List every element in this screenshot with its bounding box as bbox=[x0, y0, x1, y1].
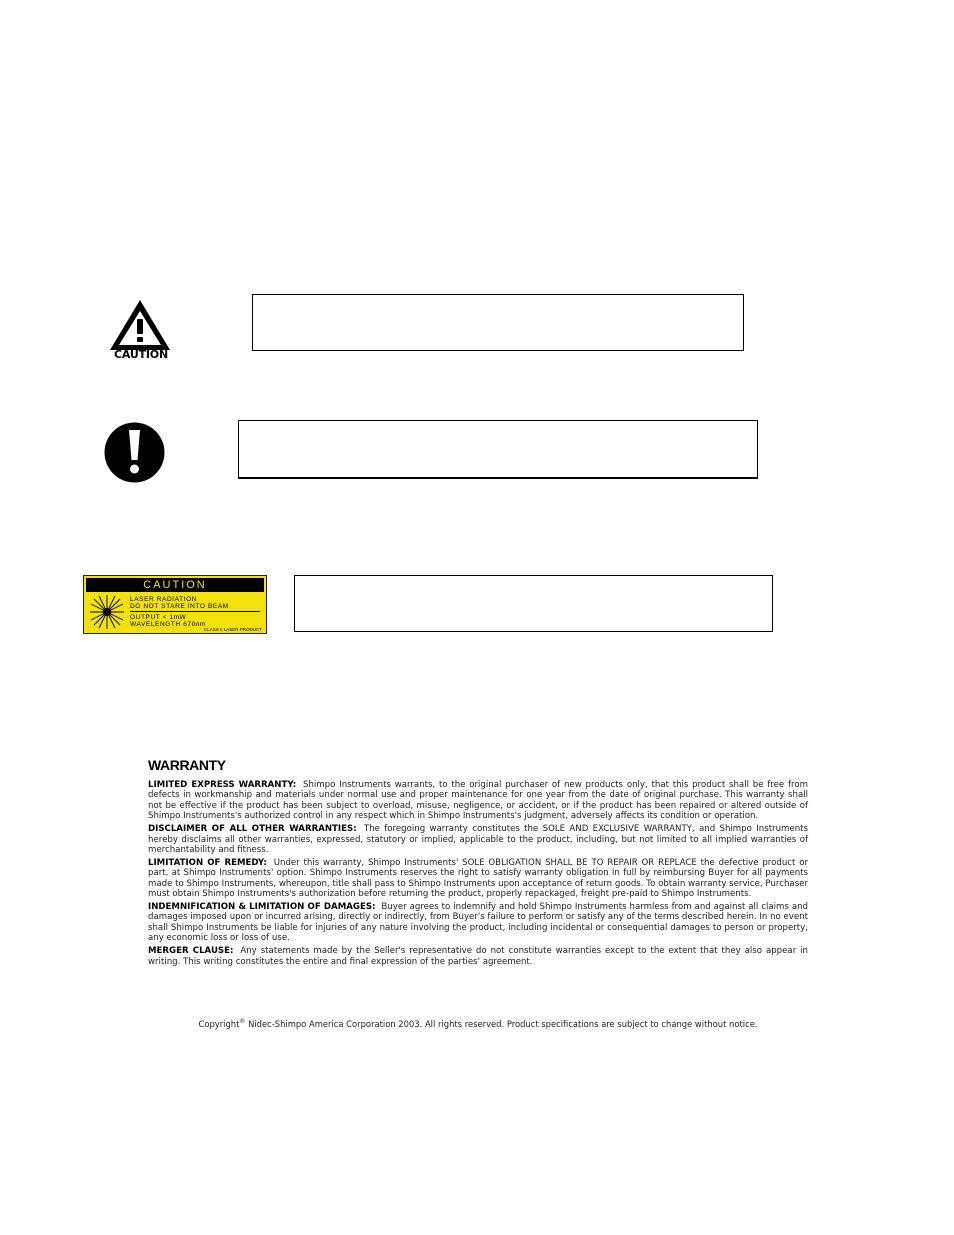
laser-line-1: LASER RADIATION bbox=[130, 596, 198, 603]
warranty-clause-merger bbox=[148, 946, 808, 967]
laser-notice-box bbox=[294, 575, 773, 632]
warranty-clause-indemnification bbox=[148, 902, 808, 944]
caution-notice-box bbox=[252, 294, 744, 351]
warranty-title: WARRANTY bbox=[148, 757, 226, 773]
mandatory-notice-box bbox=[238, 420, 758, 479]
clause-text: Shimpo Instruments warrants, to the original purchaser of new products only, that this product shall be free from defects in workmanship and materials under normal use and proper maintenance for one year from the date of original purchase. This warranty shall not be effective if the product has been subject to overload, misuse, negligence, or accident, or if the product has been repaired or altered outside of Shimpo Instruments's authorized control in any respect which in Shimpo Instruments's judgment, adversely affects its condition or operation. bbox=[148, 780, 808, 822]
copyright-prefix: Copyright bbox=[198, 1018, 240, 1029]
warranty-section bbox=[148, 757, 808, 969]
warranty-clause-limitation bbox=[148, 858, 808, 900]
laser-line-3: OUTPUT < 1mW bbox=[130, 614, 187, 621]
copyright-notice bbox=[148, 1018, 808, 1029]
laser-class-text: CLASS II LASER PRODUCT bbox=[203, 627, 262, 632]
clause-text: Any statements made by the Seller's representative do not constitute warranties except to the extent that they also appear in writing. This writing constitutes the entire and final expression of the parties' agreement. bbox=[148, 946, 808, 967]
clause-heading: DISCLAIMER OF ALL OTHER WARRANTIES: bbox=[148, 824, 357, 835]
clause-text: The foregoing warranty constitutes the SOLE AND EXCLUSIVE WARRANTY, and Shimpo Instruments hereby disclaims all other warranties, expressed, statutory or implied, applicable to the product, including, but not limited to all implied warranties of merchantability and fitness. bbox=[148, 824, 808, 855]
caution-label: CAUTION bbox=[114, 348, 168, 361]
warranty-clause-limited bbox=[148, 780, 808, 822]
laser-line-2: DO NOT STARE INTO BEAM bbox=[130, 603, 229, 610]
clause-heading: MERGER CLAUSE: bbox=[148, 946, 234, 957]
laser-label-header: CAUTION bbox=[86, 578, 264, 592]
clause-heading: LIMITED EXPRESS WARRANTY: bbox=[148, 780, 297, 790]
clause-text: Under this warranty, Shimpo Instruments' SOLE OBLIGATION SHALL BE TO REPAIR OR REPLACE the defective product or part, at Shimpo Instruments' option. Shimpo Instruments reserves the right to satisfy warranty obligation in full by reimbursing Buyer for all payments made to Shimpo Instruments, whereupon, title shall pass to Shimpo Instruments upon acceptance of return goods. To obtain warranty service, Purchaser must obtain Shimpo Instruments's authorization before returning the product, properly repackaged, freight pre-paid to Shimpo Instruments. bbox=[148, 857, 809, 900]
clause-heading: INDEMNIFICATION & LIMITATION OF DAMAGES: bbox=[148, 901, 376, 912]
laser-starburst-icon bbox=[89, 594, 125, 630]
laser-line-4: WAVELENGTH 670nm bbox=[130, 621, 207, 628]
copyright-text: Nidec-Shimpo America Corporation 2003. All rights reserved. Product specifications are subject to change without notice. bbox=[245, 1018, 758, 1029]
exclamation-circle-icon bbox=[104, 422, 165, 483]
clause-heading: LIMITATION OF REMEDY: bbox=[148, 857, 267, 868]
laser-caution-label bbox=[83, 575, 267, 634]
clause-text: Buyer agrees to indemnify and hold Shimpo Instruments harmless from and against all claims and damages imposed upon or incurred arising, directly or indirectly, from Buyer's failure to perform or satisfy any of the terms described herein. In no event shall Shimpo Instruments be liable for injuries of any nature involving the product, including incidental or consequential damages to person or property, any economic loss or loss of use. bbox=[148, 901, 808, 944]
warranty-clause-disclaimer bbox=[148, 824, 808, 855]
laser-divider bbox=[130, 611, 260, 612]
registered-symbol: ® bbox=[239, 1018, 246, 1025]
